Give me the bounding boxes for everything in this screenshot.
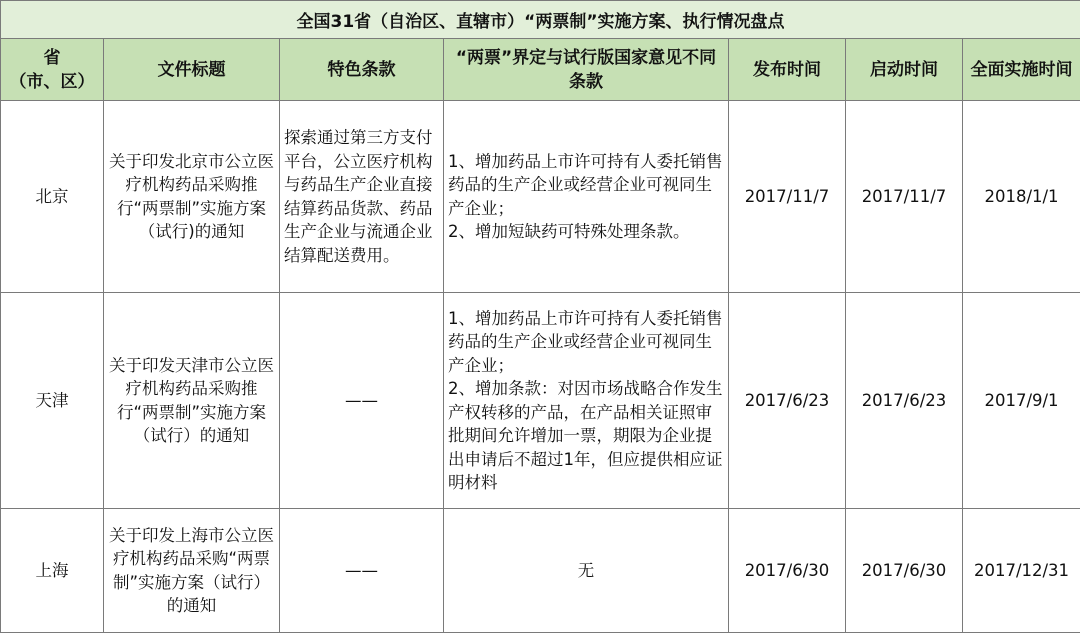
cell-province: 上海 (1, 509, 104, 633)
header-row (1, 39, 1080, 101)
header-province (1, 39, 104, 101)
cell-difference: 1、增加药品上市许可持有人委托销售药品的生产企业或经营企业可视同生产企业； 2、增加条款：对因市场战略合作发生产权转移的产品，在产品相关证照审批期间允许增加一票，期限为企业提出申请后不超过1年，但应提供相应证明材料 (444, 293, 729, 509)
cell-special: —— (280, 509, 444, 633)
cell-full: 2017/12/31 (963, 509, 1080, 633)
header-difference: “两票”界定与试行版国家意见不同条款 (444, 39, 729, 101)
header-publish: 发布时间 (729, 39, 846, 101)
header-province-label: 省 （市、区） (9, 47, 95, 92)
table-title: 全国31省（自治区、直辖市）“两票制”实施方案、执行情况盘点 (1, 1, 1080, 39)
cell-start: 2017/6/30 (846, 509, 963, 633)
cell-publish: 2017/6/23 (729, 293, 846, 509)
cell-difference: 1、增加药品上市许可持有人委托销售药品的生产企业或经营企业可视同生产企业； 2、增加短缺药可特殊处理条款。 (444, 101, 729, 293)
table-row (1, 509, 1080, 633)
cell-special: 探索通过第三方支付平台，公立医疗机构与药品生产企业直接结算药品货款、药品生产企业与流通企业结算配送费用。 (280, 101, 444, 293)
cell-full: 2017/9/1 (963, 293, 1080, 509)
cell-province: 天津 (1, 293, 104, 509)
table-row (1, 101, 1080, 293)
cell-start: 2017/11/7 (846, 101, 963, 293)
header-start: 启动时间 (846, 39, 963, 101)
header-special: 特色条款 (280, 39, 444, 101)
cell-doc-title: 关于印发上海市公立医疗机构药品采购“两票制”实施方案（试行）的通知 (104, 509, 280, 633)
header-full: 全面实施时间 (963, 39, 1080, 101)
table-row (1, 293, 1080, 509)
cell-province: 北京 (1, 101, 104, 293)
cell-difference: 无 (444, 509, 729, 633)
cell-start: 2017/6/23 (846, 293, 963, 509)
cell-doc-title: 关于印发北京市公立医疗机构药品采购推行“两票制”实施方案（试行)的通知 (104, 101, 280, 293)
cell-doc-title: 关于印发天津市公立医疗机构药品采购推行“两票制”实施方案（试行）的通知 (104, 293, 280, 509)
header-doc-title: 文件标题 (104, 39, 280, 101)
cell-full: 2018/1/1 (963, 101, 1080, 293)
cell-publish: 2017/11/7 (729, 101, 846, 293)
cell-publish: 2017/6/30 (729, 509, 846, 633)
cell-special: —— (280, 293, 444, 509)
